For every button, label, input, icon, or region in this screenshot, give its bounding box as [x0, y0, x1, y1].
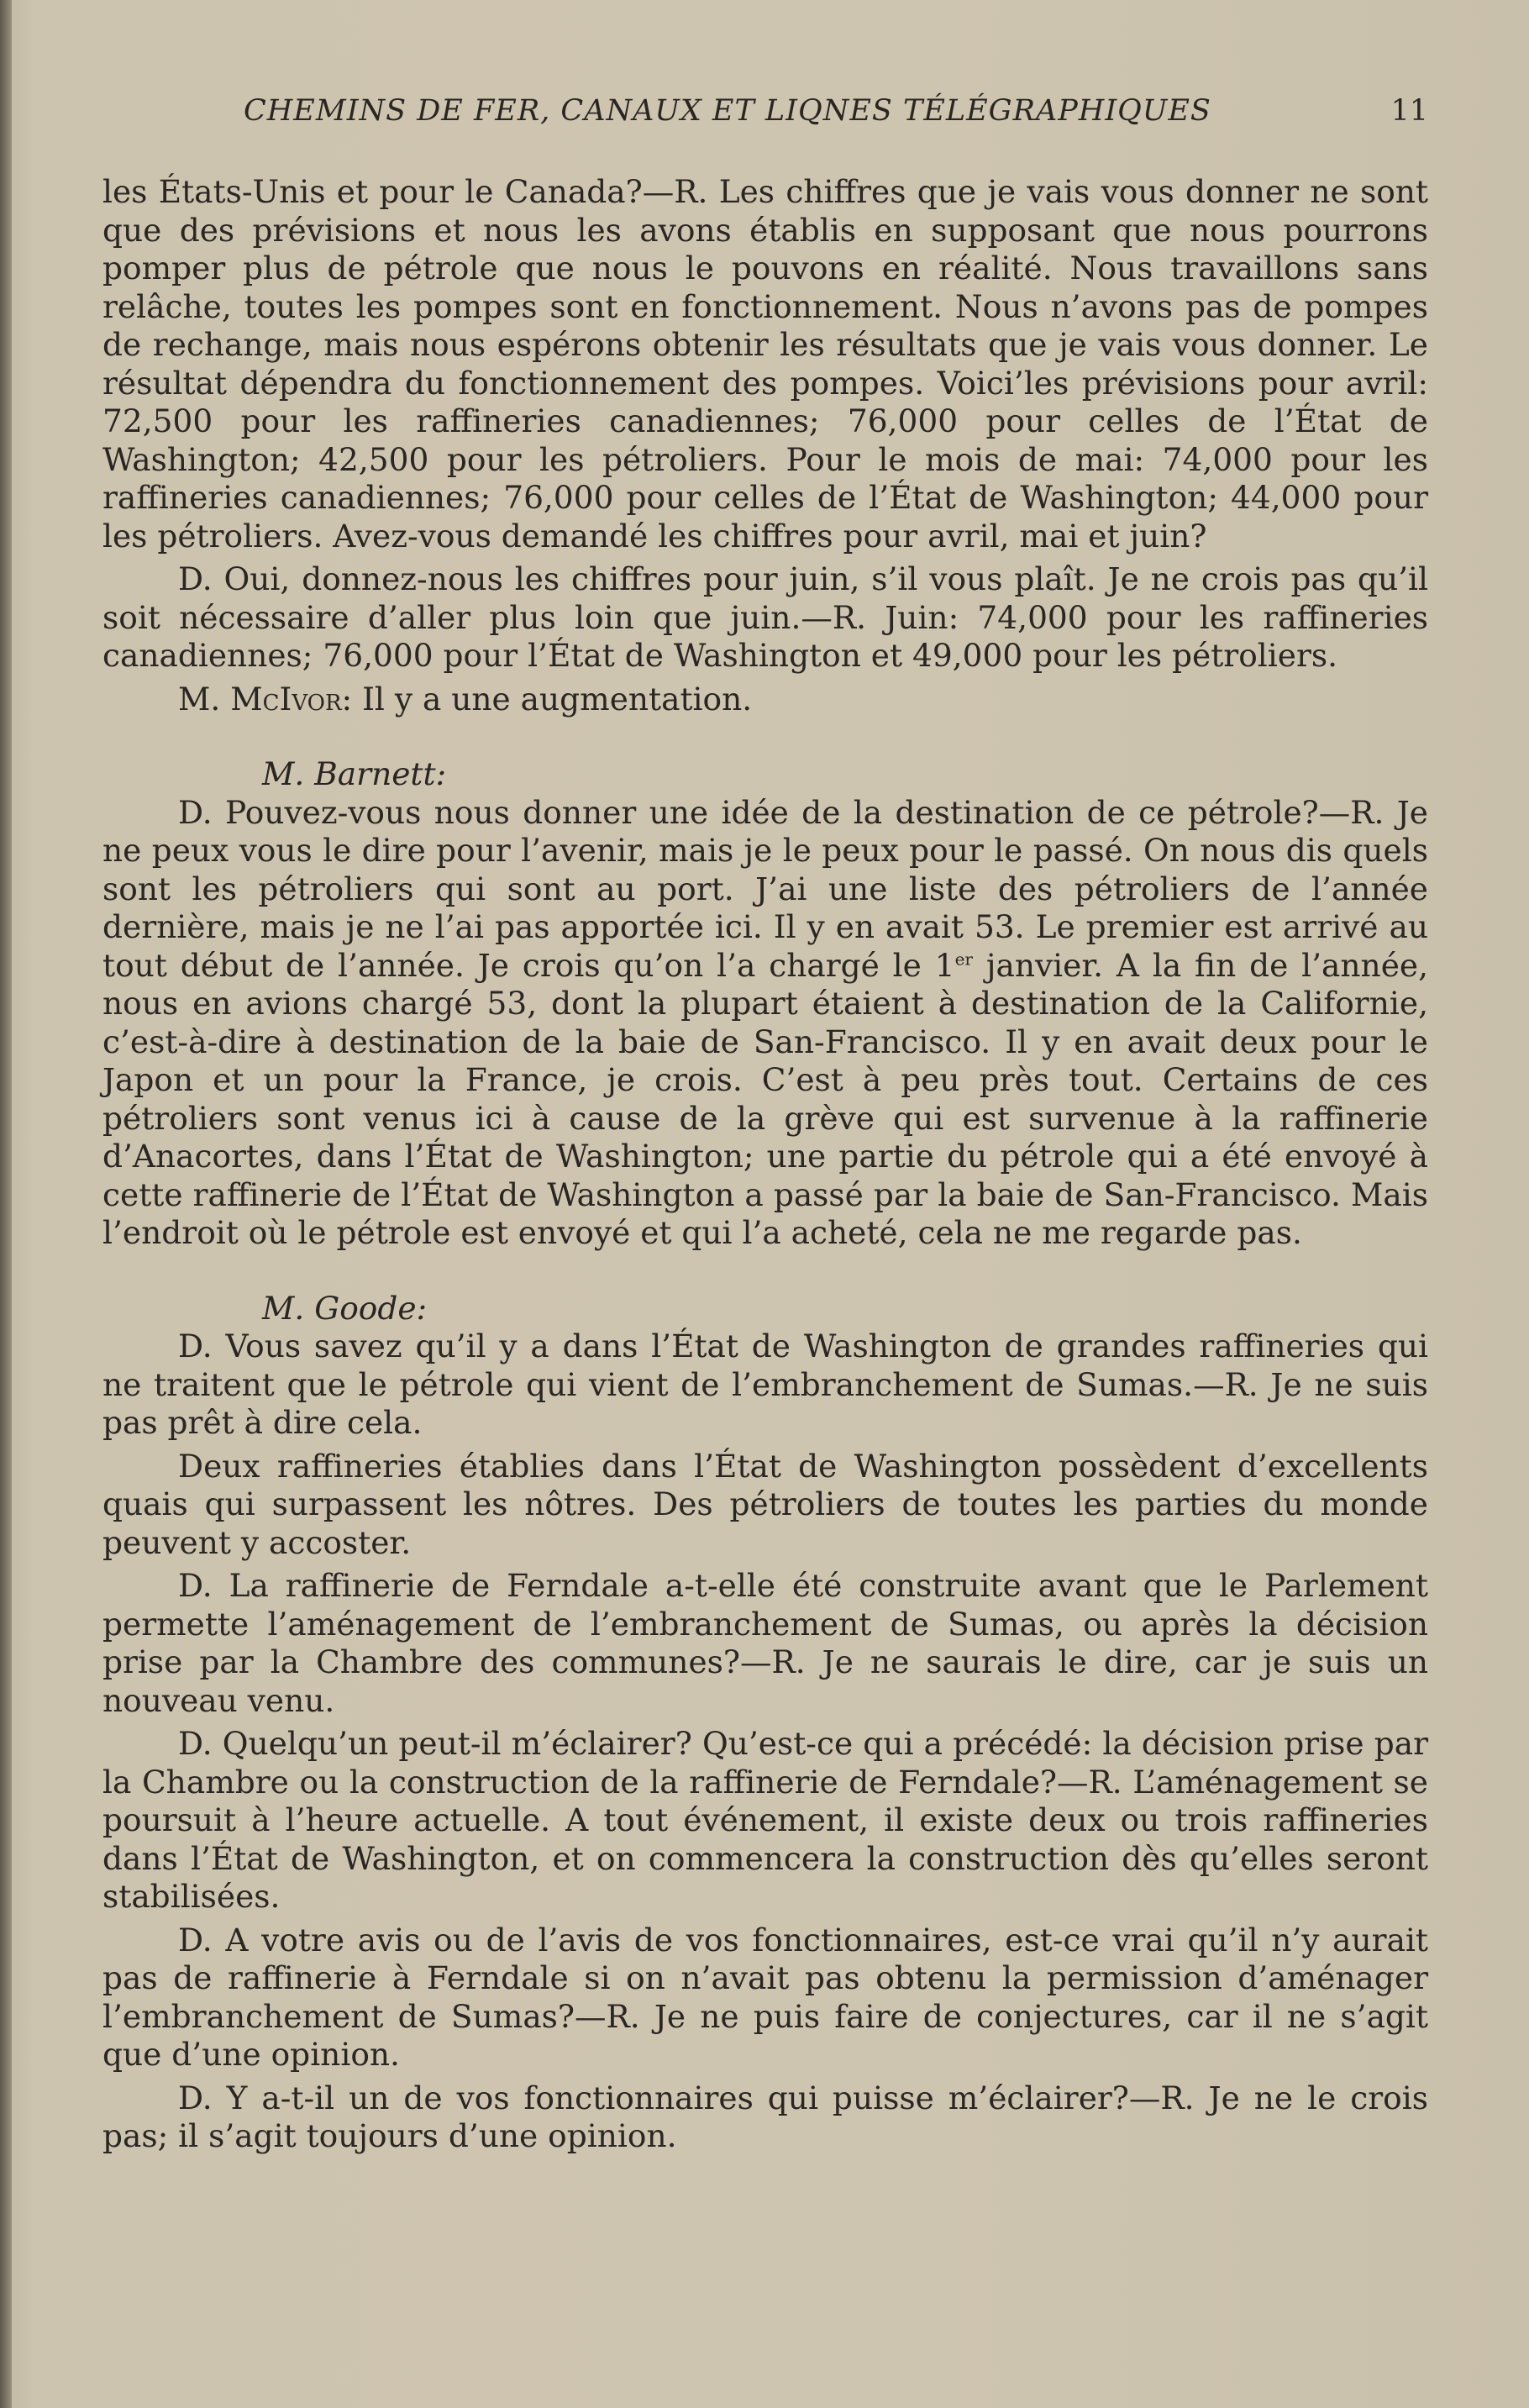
running-header [101, 94, 1428, 136]
paragraph [102, 794, 1428, 1253]
page-number: 11 [1390, 94, 1428, 128]
paragraph: D. Y a-t-il un de vos fonctionnaires qui puisse m’éclairer?—R. Je ne le crois pas; il s’agit toujours d’une opinion. [102, 2079, 1428, 2154]
document-body [102, 173, 1428, 2156]
paragraph-text: D. Pouvez-vous nous donner une idée de la destination de ce pétrole?—R. Je ne peux vous le dire pour l’avenir, mais je le peux pour le passé. On nous dis quels sont les pétroliers qui sont au port. J’ai une liste des pétroliers de l’année dernière, mais je ne l’ai pas apportée ici. Il y en avait 53. Le premier est arrivé au tout début de l’année. Je crois qu’on l’a chargé le 1 [102, 793, 1428, 984]
speaker-text: Il y a une augmentation. [352, 680, 753, 718]
speaker-heading: M. Barnett: [262, 755, 447, 792]
paragraph: Deux raffineries établies dans l’État de Washington possèdent d’excellents quais qui surpassent les nôtres. Des pétroliers de toutes les parties du monde peuvent y accoster. [102, 1447, 1428, 1561]
paragraph-text: janvier. A la fin de l’année, nous en avions chargé 53, dont la plupart étaient à destination de la Californie, c’est-à-dire à destination de la baie de San-Francisco. Il y en avait deux pour le Japon et un pour la France, je crois. C’est à peu près tout. Certains de ces pétroliers sont venus ici à cause de la grève qui est survenue à la raffinerie d’Anacortes, dans l’État de Washington; une partie du pétrole qui a été envoyé à cette raffinerie de l’État de Washington a passé par la baie de San-Francisco. Mais l’endroit où le pétrole est envoyé et qui l’a acheté, cela ne me regarde pas. [102, 946, 1428, 1251]
paragraph [102, 681, 1428, 719]
running-title: CHEMINS DE FER, CANAUX ET LIQNES TÉLÉGRAPHIQUES [244, 94, 1211, 128]
paragraph: les États-Unis et pour le Canada?—R. Les chiffres que je vais vous donner ne sont que des prévisions et nous les avons établis en supposant que nous pourrons pomper plus de pétrole que nous le pouvons en réalité. Nous travaillons sans relâche, toutes les pompes sont en fonctionnement. Nous n’avons pas de pompes de rechange, mais nous espérons obtenir les résultats que je vais vous donner. Le résultat dépendra du fonctionnement des pompes. Voici’les prévisions pour avril: 72,500 pour les raffineries canadiennes; 76,000 pour celles de l’État de Washington; 42,500 pour les pétroliers. Pour le mois de mai: 74,000 pour les raffineries canadiennes; 76,000 pour celles de l’État de Washington; 44,000 pour les pétroliers. Avez-vous demandé les chiffres pour avril, mai et juin? [102, 173, 1428, 555]
superscript: er [954, 949, 973, 969]
speaker-name: M. McIvor: [178, 680, 353, 718]
paragraph: D. Vous savez qu’il y a dans l’État de Washington de grandes raffineries qui ne traitent que le pétrole qui vient de l’embranchement de Sumas.—R. Je ne suis pas prêt à dire cela. [102, 1328, 1428, 1441]
speaker-heading: M. Goode: [262, 1289, 428, 1327]
paragraph: D. Quelqu’un peut-il m’éclairer? Qu’est-ce qui a précédé: la décision prise par la Chambre ou la construction de la raffinerie de Ferndale?—R. L’aménagement se poursuit à l’heure actuelle. A tout événement, il existe deux ou trois raffineries dans l’État de Washington, et on commencera la construction dès qu’elles seront stabilisées. [102, 1725, 1428, 1915]
paragraph: D. Oui, donnez-nous les chiffres pour juin, s’il vous plaît. Je ne crois pas qu’il soit nécessaire d’aller plus loin que juin.—R. Juin: 74,000 pour les raffineries canadiennes; 76,000 pour l’État de Washington et 49,000 pour les pétroliers. [102, 560, 1428, 674]
paragraph: D. La raffinerie de Ferndale a-t-elle été construite avant que le Parlement permette l’aménagement de l’embranchement de Sumas, ou après la décision prise par la Chambre des communes?—R. Je ne saurais le dire, car je suis un nouveau venu. [102, 1567, 1428, 1719]
paragraph: D. A votre avis ou de l’avis de vos fonctionnaires, est-ce vrai qu’il n’y aurait pas de raffinerie à Ferndale si on n’avait pas obtenu la permission d’aménager l’embranchement de Sumas?—R. Je ne puis faire de conjectures, car il ne s’agit que d’une opinion. [102, 1921, 1428, 2073]
book-spine-shadow [0, 0, 12, 2408]
